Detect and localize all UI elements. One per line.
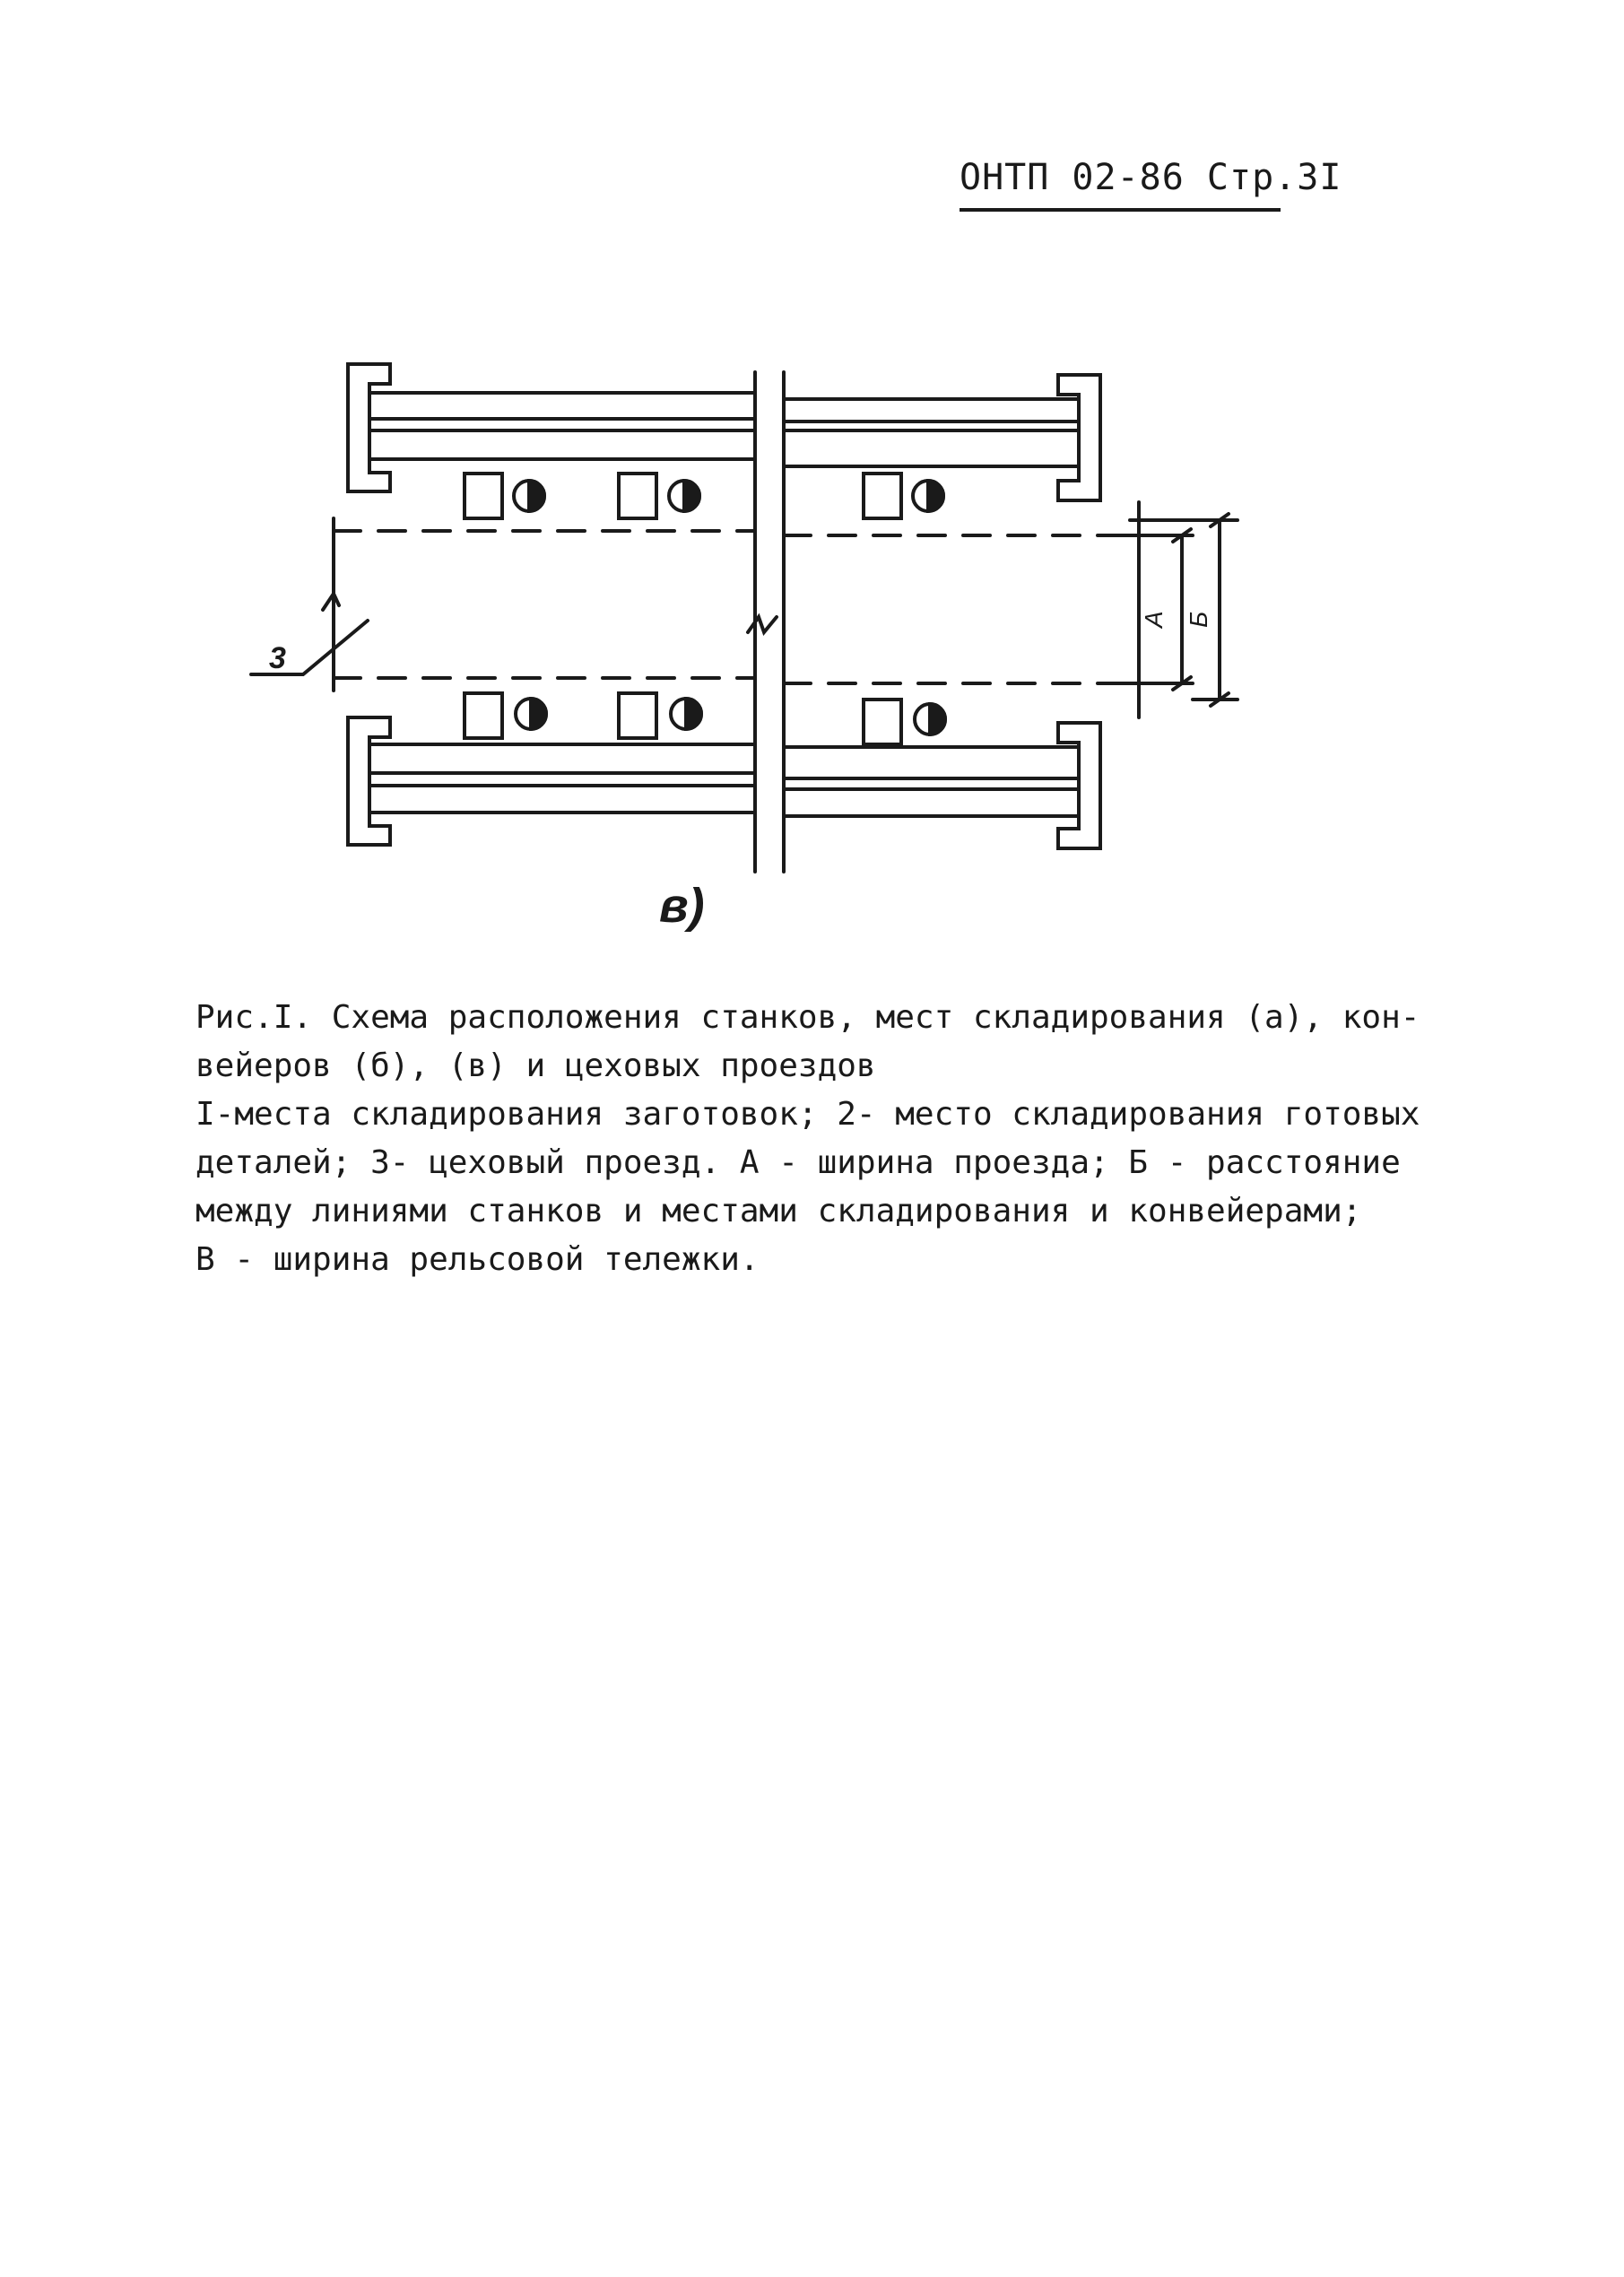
- dimension-A: [1121, 502, 1193, 717]
- top-machine-1: [465, 474, 544, 518]
- bottom-conveyor-right: [784, 747, 1079, 816]
- top-machine-3: [864, 474, 943, 518]
- bottom-left-end-stop: [348, 717, 390, 845]
- caption-line: вейеров (б), (в) и цеховых проездов: [195, 1047, 876, 1084]
- top-left-end-stop: [348, 364, 390, 491]
- bottom-machine-2: [619, 693, 701, 738]
- label-3: 3: [269, 641, 286, 675]
- bottom-right-end-stop: [1058, 723, 1100, 848]
- caption-line: между линиями станков и местами складирования и конвейерами;: [195, 1193, 1362, 1230]
- top-conveyor-left: [369, 393, 755, 459]
- passage-boundary-top: [334, 531, 1139, 535]
- figure-caption: [195, 994, 1420, 1284]
- caption-line: I-места складирования заготовок; 2- место складирования готовых: [195, 1096, 1420, 1133]
- bottom-machine-3: [864, 700, 945, 744]
- caption-line: В - ширина рельсовой тележки.: [195, 1241, 760, 1278]
- break-tick-center: [748, 617, 777, 632]
- top-machine-2: [619, 474, 699, 518]
- layout-diagram: [0, 0, 1624, 951]
- break-tick-left: [323, 594, 339, 610]
- top-conveyor-right: [784, 399, 1079, 466]
- bottom-machine-1: [465, 693, 546, 738]
- caption-line: Рис.I. Схема расположения станков, мест складирования (а), кон-: [195, 999, 1420, 1036]
- bottom-conveyor-left: [369, 744, 755, 813]
- passage-boundary-bottom: [334, 678, 1182, 683]
- label-A: А: [1140, 611, 1168, 628]
- label-B: Б: [1185, 611, 1212, 628]
- subfigure-label: в): [659, 879, 705, 933]
- document-code: ОНТП 02-86 Стр.3I: [960, 157, 1342, 198]
- caption-line: деталей; 3- цеховый проезд. А - ширина проезда; Б - расстояние: [195, 1144, 1401, 1181]
- top-right-end-stop: [1058, 375, 1100, 500]
